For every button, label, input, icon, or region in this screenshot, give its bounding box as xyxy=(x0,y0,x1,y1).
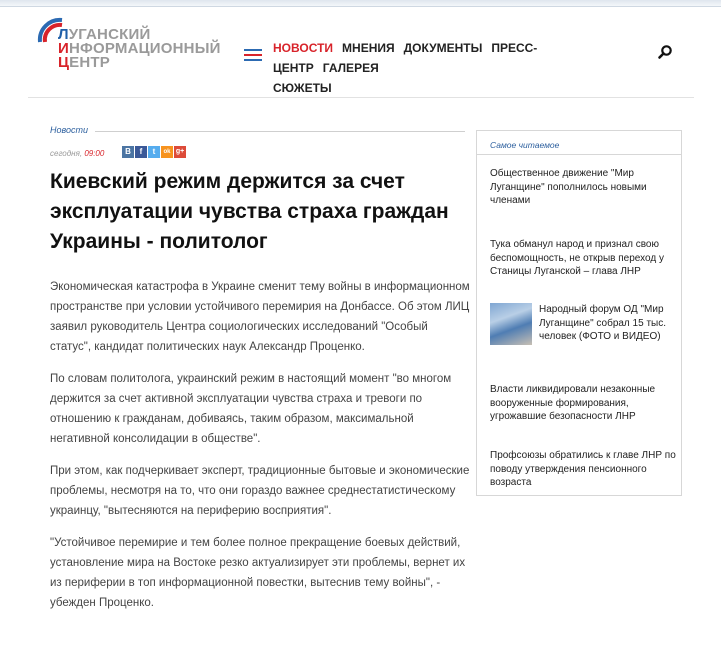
browser-top-strip xyxy=(0,0,721,7)
logo-letter-l: Л xyxy=(58,26,69,43)
main-nav xyxy=(273,38,643,98)
share-twitter-icon[interactable]: t xyxy=(148,146,160,158)
breadcrumb-divider xyxy=(95,131,465,132)
logo-letter-ts: Ц xyxy=(58,54,70,71)
menu-hamburger-icon[interactable] xyxy=(244,49,262,63)
sidebar-item[interactable]: Тука обманул народ и признал свою беспомощность, не открыв переход у Станицы Луганской – глава ЛНР xyxy=(490,239,664,277)
share-vk-icon[interactable]: В xyxy=(122,146,134,158)
sidebar-item-label: Народный форум ОД "Мир Луганщине" собрал 15 тыс. человек (ФОТО и ВИДЕО) xyxy=(539,304,666,342)
nav-item-news[interactable]: НОВОСТИ xyxy=(273,41,334,55)
logo-letter-i: И xyxy=(58,40,69,57)
sidebar-item[interactable]: Власти ликвидировали незаконные вооруженные формирования, угрожавшие безопасности ЛНР xyxy=(490,384,656,422)
nav-item-stories[interactable]: СЮЖЕТЫ xyxy=(273,81,332,95)
article-title: Киевский режим держится за счет эксплуатации чувства страха граждан Украины - политолог xyxy=(50,170,449,253)
article-paragraph: Экономическая катастрофа в Украине сменит тему войны в информационном пространстве при условии устойчивого перемирия на Донбассе. Об этом ЛИЦ заявил руководитель Центра социологических исследований "Особый статус", кандидат политических наук Александр Проценко. xyxy=(50,281,470,353)
share-buttons xyxy=(122,146,187,160)
share-facebook-icon[interactable]: f xyxy=(135,146,147,158)
article-date xyxy=(50,149,104,158)
sidebar-item-thumbnail[interactable] xyxy=(490,303,532,345)
article-body xyxy=(50,277,470,625)
nav-item-opinions[interactable]: МНЕНИЯ xyxy=(342,41,395,55)
sidebar-item[interactable]: Профсоюзы обратились к главе ЛНР по поводу утверждения пенсионного возраста xyxy=(490,450,676,488)
share-odnoklassniki-icon[interactable]: ok xyxy=(161,146,173,158)
share-googleplus-icon[interactable]: g+ xyxy=(174,146,186,158)
nav-item-documents[interactable]: ДОКУМЕНТЫ xyxy=(403,41,483,55)
search-icon[interactable] xyxy=(657,44,673,60)
sidebar-item[interactable]: Общественное движение "Мир Луганщине" пополнилось новыми членами xyxy=(490,168,647,206)
nav-item-press-center[interactable]: ПРЕСС-ЦЕНТР xyxy=(273,41,538,75)
article-paragraph: При этом, как подчеркивает эксперт, традиционные бытовые и экономические проблемы, несмотря на то, что они гораздо важнее среднестатистическому украинцу, "вытесняются на периферию восприятия". xyxy=(50,465,470,517)
nav-item-gallery[interactable]: ГАЛЕРЕЯ xyxy=(322,61,379,75)
sidebar-item[interactable] xyxy=(490,303,676,347)
breadcrumb-news[interactable]: Новости xyxy=(50,125,89,135)
sidebar-title: Самое читаемое xyxy=(477,131,681,155)
logo-line-1: УГАНСКИЙ xyxy=(68,26,151,43)
date-time: 09:00 xyxy=(84,149,105,158)
logo-wordmark xyxy=(58,28,221,70)
logo-line-3: ЕНТР xyxy=(69,54,110,71)
article-paragraph: По словам политолога, украинский режим в настоящий момент "во многом держится за счет активной эксплуатации чувства страха и тревоги по отношению к гражданам, добиваясь, таким образом, максимальной негативной консолидации в обществе". xyxy=(50,373,452,445)
header-divider xyxy=(28,97,694,98)
most-read-sidebar xyxy=(476,130,682,496)
site-logo[interactable] xyxy=(36,14,236,74)
date-label: сегодня, xyxy=(50,149,83,158)
logo-line-2: НФОРМАЦИОННЫЙ xyxy=(68,40,221,57)
article-paragraph: "Устойчивое перемирие и тем более полное прекращение боевых действий, установление мира на Востоке резко актуализирует эти проблемы, вернет их из периферии в топ информационной повестки, вытеснив тему войны", - убежден Проценко. xyxy=(50,537,466,609)
